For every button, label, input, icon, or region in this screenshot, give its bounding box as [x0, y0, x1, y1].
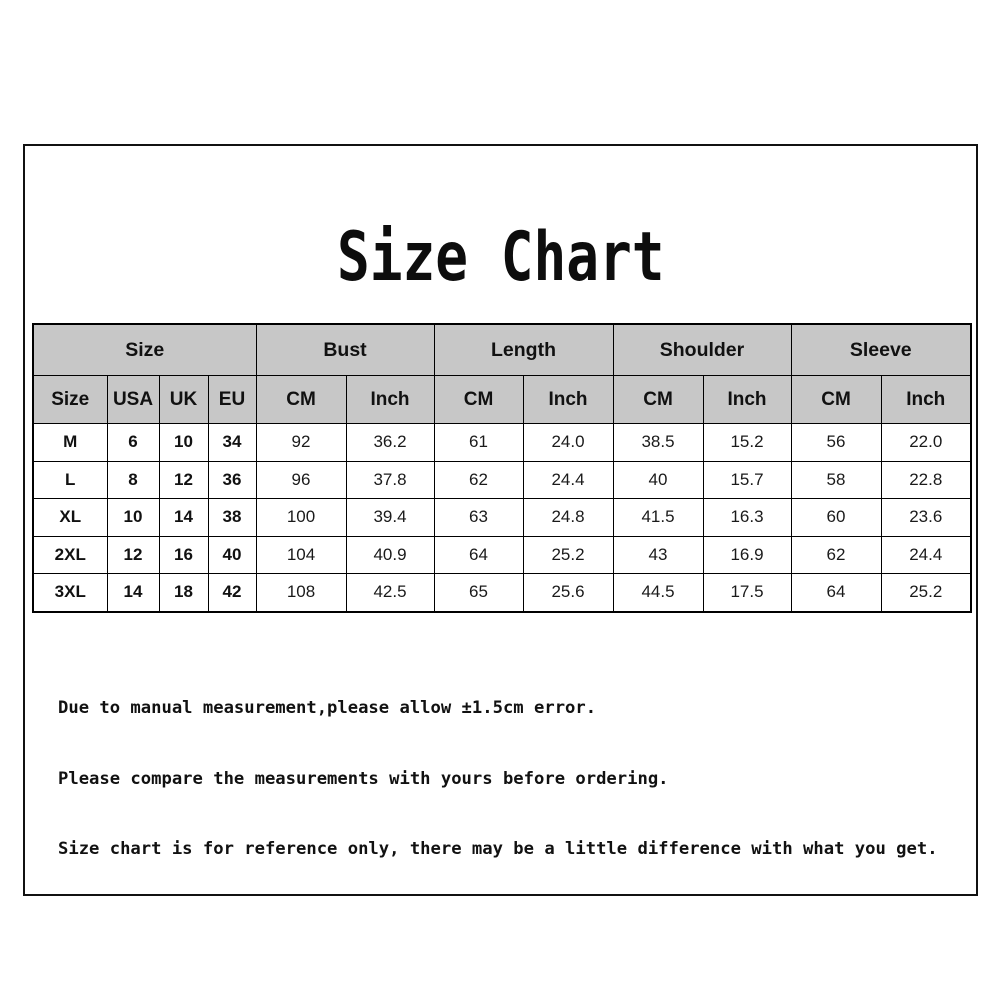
col-header-length-cm: CM: [434, 376, 523, 424]
col-header-shoulder-cm: CM: [613, 376, 703, 424]
shoulder-inch-cell: 15.7: [703, 461, 791, 499]
bust-inch-cell: 42.5: [346, 574, 434, 612]
col-header-bust-inch: Inch: [346, 376, 434, 424]
bust-cm-cell: 104: [256, 536, 346, 574]
group-header-size: Size: [33, 324, 256, 376]
shoulder-cm-cell: 44.5: [613, 574, 703, 612]
length-cm-cell: 61: [434, 424, 523, 462]
usa-cell: 10: [107, 499, 159, 537]
group-header-bust: Bust: [256, 324, 434, 376]
bust-inch-cell: 39.4: [346, 499, 434, 537]
size-table: [32, 323, 972, 613]
eu-cell: 34: [208, 424, 256, 462]
note-reference-only: Size chart is for reference only, there may be a little difference with what you get.: [58, 839, 938, 859]
size-label-cell: 3XL: [33, 574, 107, 612]
col-header-bust-cm: CM: [256, 376, 346, 424]
group-header-length: Length: [434, 324, 613, 376]
shoulder-cm-cell: 41.5: [613, 499, 703, 537]
table-row-l: [33, 461, 971, 499]
sleeve-inch-cell: 22.0: [881, 424, 971, 462]
note-compare-measurements: Please compare the measurements with yours before ordering.: [58, 768, 669, 789]
uk-cell: 18: [159, 574, 208, 612]
bust-cm-cell: 96: [256, 461, 346, 499]
length-cm-cell: 64: [434, 536, 523, 574]
col-header-eu: EU: [208, 376, 256, 424]
length-cm-cell: 63: [434, 499, 523, 537]
table-group-header-row: [33, 324, 971, 376]
bust-cm-cell: 108: [256, 574, 346, 612]
col-header-size: Size: [33, 376, 107, 424]
table-sub-header-row: [33, 376, 971, 424]
table-row-m: [33, 424, 971, 462]
shoulder-cm-cell: 38.5: [613, 424, 703, 462]
length-inch-cell: 24.0: [523, 424, 613, 462]
sleeve-cm-cell: 62: [791, 536, 881, 574]
col-header-sleeve-inch: Inch: [881, 376, 971, 424]
eu-cell: 40: [208, 536, 256, 574]
length-inch-cell: 24.8: [523, 499, 613, 537]
size-label-cell: 2XL: [33, 536, 107, 574]
col-header-shoulder-inch: Inch: [703, 376, 791, 424]
shoulder-inch-cell: 16.3: [703, 499, 791, 537]
size-label-cell: M: [33, 424, 107, 462]
bust-cm-cell: 100: [256, 499, 346, 537]
table-row-3xl: [33, 574, 971, 612]
table-row-xl: [33, 499, 971, 537]
eu-cell: 38: [208, 499, 256, 537]
sleeve-cm-cell: 64: [791, 574, 881, 612]
shoulder-inch-cell: 16.9: [703, 536, 791, 574]
table-row-2xl: [33, 536, 971, 574]
bust-inch-cell: 40.9: [346, 536, 434, 574]
disclaimer-notes: [58, 650, 938, 885]
eu-cell: 42: [208, 574, 256, 612]
length-cm-cell: 62: [434, 461, 523, 499]
uk-cell: 12: [159, 461, 208, 499]
usa-cell: 8: [107, 461, 159, 499]
group-header-sleeve: Sleeve: [791, 324, 971, 376]
shoulder-inch-cell: 15.2: [703, 424, 791, 462]
uk-cell: 14: [159, 499, 208, 537]
shoulder-cm-cell: 43: [613, 536, 703, 574]
uk-cell: 10: [159, 424, 208, 462]
sleeve-inch-cell: 23.6: [881, 499, 971, 537]
length-inch-cell: 24.4: [523, 461, 613, 499]
uk-cell: 16: [159, 536, 208, 574]
page-title: Size Chart: [336, 218, 665, 297]
title-container: [0, 218, 1001, 297]
length-inch-cell: 25.6: [523, 574, 613, 612]
col-header-length-inch: Inch: [523, 376, 613, 424]
sleeve-inch-cell: 22.8: [881, 461, 971, 499]
group-header-shoulder: Shoulder: [613, 324, 791, 376]
usa-cell: 6: [107, 424, 159, 462]
size-label-cell: XL: [33, 499, 107, 537]
col-header-usa: USA: [107, 376, 159, 424]
eu-cell: 36: [208, 461, 256, 499]
usa-cell: 14: [107, 574, 159, 612]
sleeve-inch-cell: 24.4: [881, 536, 971, 574]
sleeve-cm-cell: 60: [791, 499, 881, 537]
sleeve-cm-cell: 58: [791, 461, 881, 499]
col-header-sleeve-cm: CM: [791, 376, 881, 424]
bust-cm-cell: 92: [256, 424, 346, 462]
note-measurement-error: Due to manual measurement,please allow ±1.5cm error.: [58, 698, 597, 718]
shoulder-inch-cell: 17.5: [703, 574, 791, 612]
length-inch-cell: 25.2: [523, 536, 613, 574]
sleeve-cm-cell: 56: [791, 424, 881, 462]
sleeve-inch-cell: 25.2: [881, 574, 971, 612]
usa-cell: 12: [107, 536, 159, 574]
col-header-uk: UK: [159, 376, 208, 424]
size-label-cell: L: [33, 461, 107, 499]
length-cm-cell: 65: [434, 574, 523, 612]
shoulder-cm-cell: 40: [613, 461, 703, 499]
bust-inch-cell: 36.2: [346, 424, 434, 462]
bust-inch-cell: 37.8: [346, 461, 434, 499]
